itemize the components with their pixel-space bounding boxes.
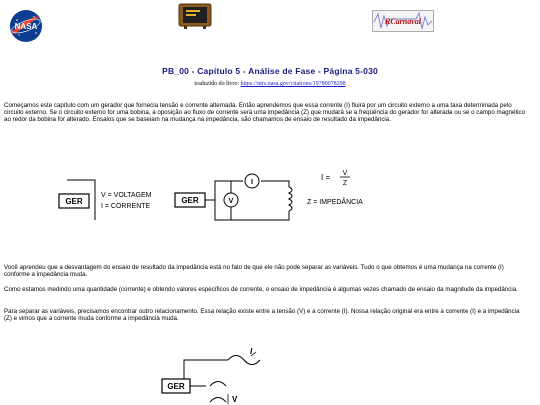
- translation-credit: [0, 81, 540, 87]
- paragraph-disadvantage: Você aprendeu que a desvantagem do ensaio de resultado da impedância está no fato de que ele não pode separar as variáveis. Tudo o que obtemos é uma mudança na corrente (I) conforme a impedância muda.: [4, 264, 504, 279]
- svg-text:V = VOLTAGEM: V = VOLTAGEM: [101, 192, 152, 199]
- svg-text:RCarnaval: RCarnaval: [384, 17, 422, 26]
- generator-legend: [59, 180, 152, 220]
- ohm-law-formula: [321, 170, 350, 187]
- svg-text:GER: GER: [167, 382, 185, 391]
- svg-text:I =: I =: [321, 173, 331, 182]
- svg-text:I = CORRENTE: I = CORRENTE: [101, 203, 151, 210]
- rcarnaval-logo: [372, 10, 434, 32]
- impedance-circuit-diagram: [55, 160, 385, 230]
- svg-text:V: V: [342, 170, 348, 177]
- svg-text:GER: GER: [65, 197, 83, 206]
- svg-text:V: V: [228, 198, 234, 205]
- page-title: PB_00 - Capítulo 5 - Análise de Fase - Página 5-030: [162, 66, 378, 76]
- paragraph-separate-variables: Para separar as variáveis, precisamos encontrar outro relacionamento. Essa relação existe entre a tensão (V) e a corrente (I). Nossa relação original era entre a corrente (I) e a impedância (Z) e vimos que a corrente muda conforme a impedância muda.: [4, 308, 520, 323]
- generator-coil-circuit: [175, 174, 292, 220]
- paragraph-magnitude: Como estamos medindo uma quantidade (corrente) e obtendo valores específicos de corrente, o ensaio de impedância é algumas vezes chamado de ensaio da magnitude da impedância.: [4, 286, 518, 293]
- svg-text:GER: GER: [181, 196, 199, 205]
- tv-screen-icon: [178, 3, 212, 29]
- credit-prefix: traduzido do livro:: [194, 81, 241, 87]
- impedance-label: Z = IMPEDÂNCIA: [307, 199, 363, 206]
- voltage-current-diagram: [150, 342, 280, 405]
- svg-text:V: V: [232, 395, 238, 404]
- intro-paragraph: Começamos este capítulo com um gerador que fornecia tensão e corrente alternada. Então aprendemos que essa corrente (I) fluirá por um circuito externo a uma taxa determinada pelo circuito externo. Se o circuito externo for uma bobina, a oposição ao fluxo de corrente será uma impedância (Z) que mudará se a freqüência do gerador for alterada ou se o campo magnético ao redor da bobina for alterado. Ensaios que se baseiam na mudança na impedância, são chamamos de ensaio de resultado da impedância.: [4, 102, 526, 124]
- nasa-logo: [8, 8, 44, 44]
- svg-text:I: I: [251, 179, 253, 186]
- source-link[interactable]: https://ntrs.nasa.gov/citations/19780078298: [240, 81, 346, 87]
- svg-text:Z: Z: [342, 180, 348, 187]
- svg-text:NASA: NASA: [14, 22, 38, 31]
- svg-text:I: I: [250, 347, 253, 356]
